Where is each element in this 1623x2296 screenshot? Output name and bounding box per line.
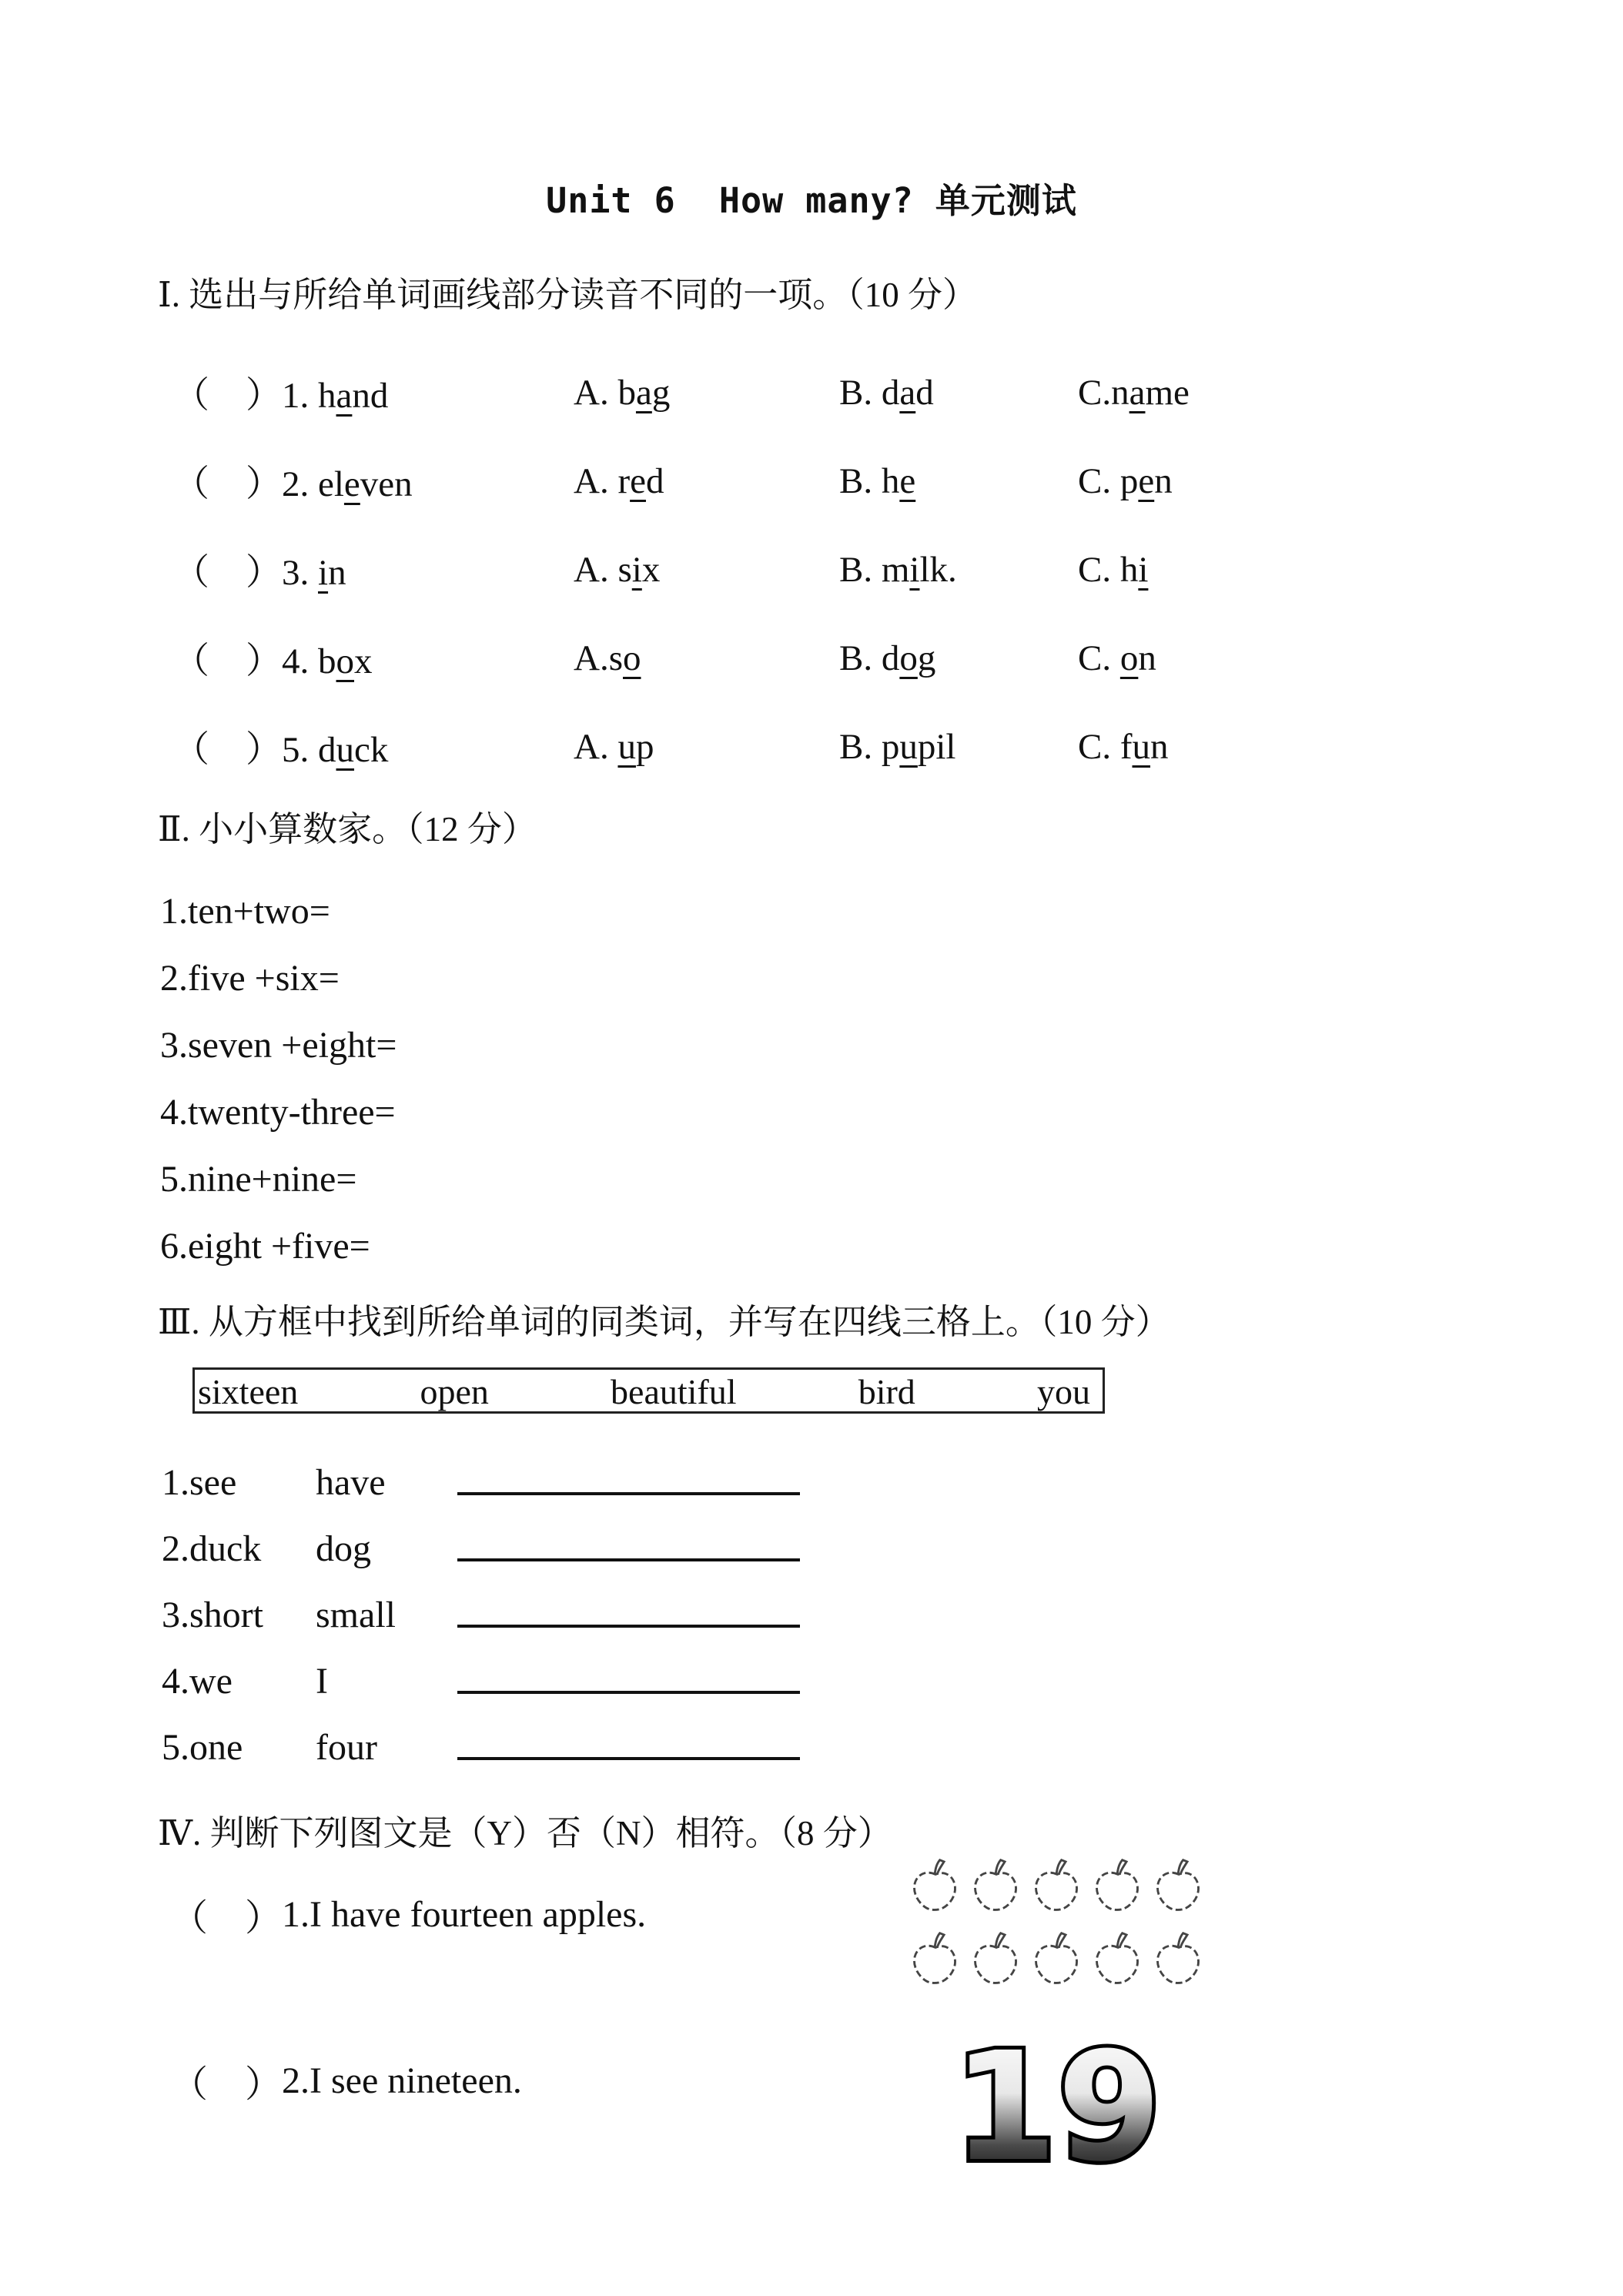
option-label: A. xyxy=(574,638,609,678)
option-label: B. xyxy=(839,372,882,413)
phonics-option xyxy=(1078,549,1467,591)
option-label: C. xyxy=(1078,638,1120,678)
phonics-option xyxy=(1078,372,1467,413)
word-pre: d xyxy=(881,638,900,678)
option-label: 1. xyxy=(282,376,318,416)
math-items xyxy=(160,878,397,1280)
underlined-letter: e xyxy=(1138,460,1155,501)
option-label: B. xyxy=(839,460,882,501)
judge-item-1 xyxy=(171,1888,646,1941)
math-item: 3.seven +eight= xyxy=(160,1025,397,1066)
option-label: 2. xyxy=(282,464,318,504)
word-post: g xyxy=(651,372,671,413)
phonics-row xyxy=(173,437,1467,525)
answer-paren: （ ） xyxy=(171,2064,283,2105)
underlined-letter: o xyxy=(899,638,918,678)
underlined-letter: o xyxy=(623,638,641,678)
match-row xyxy=(162,1648,800,1714)
math-item: 1.ten+two= xyxy=(160,891,330,932)
answer-blank xyxy=(457,1535,800,1561)
apple-icon xyxy=(968,1927,1023,1993)
apple-icon xyxy=(1089,1854,1145,1920)
answer-blank xyxy=(457,1734,800,1760)
phonics-option xyxy=(839,372,1078,413)
match-word-a: 4.we xyxy=(162,1660,233,1702)
page-title: Unit 6 How many? 单元测试 xyxy=(546,180,1077,221)
word-pre: p xyxy=(881,726,900,767)
apple-icon xyxy=(1089,1927,1145,1993)
match-word-a: 3.short xyxy=(162,1594,263,1635)
phonics-option xyxy=(574,372,839,413)
phonics-option xyxy=(839,638,1078,679)
phonics-option xyxy=(1078,460,1467,502)
judge-text-1: 1.I have fourteen apples. xyxy=(282,1894,647,1935)
word-post: d xyxy=(645,460,664,501)
box-word: bird xyxy=(858,1371,915,1411)
word-post: g xyxy=(917,638,936,678)
answer-blank xyxy=(457,1602,800,1628)
match-word-b: have xyxy=(316,1461,386,1503)
word-pre: m xyxy=(881,549,910,590)
underlined-letter: a xyxy=(635,372,652,413)
match-word-a: 2.duck xyxy=(162,1528,262,1569)
underlined-letter: a xyxy=(336,376,353,416)
word-pre: s xyxy=(617,549,632,590)
stem-word xyxy=(282,376,388,416)
match-row xyxy=(162,1449,800,1515)
underlined-letter: u xyxy=(617,726,636,767)
number-19-text: 19 xyxy=(952,2027,1162,2194)
math-item: 2.five +six= xyxy=(160,958,340,999)
option-label: 4. xyxy=(282,641,318,681)
option-label: A. xyxy=(574,726,618,767)
section-match-heading: Ⅲ. 从方框中找到所给单词的同类词，并写在四线三格上。（10 分） xyxy=(158,1303,1170,1341)
apple-icon xyxy=(1029,1854,1084,1920)
answer-paren: （ ） xyxy=(173,553,282,593)
word-post: nd xyxy=(352,376,389,416)
option-label: C. xyxy=(1078,372,1112,413)
stem-word xyxy=(282,641,373,681)
word-pre: d xyxy=(318,730,336,770)
word-post: ck xyxy=(354,730,389,770)
word-pre: h xyxy=(881,460,900,501)
apple-icon xyxy=(1029,1927,1084,1993)
answer-blank xyxy=(457,1469,800,1495)
option-label: C. xyxy=(1078,460,1120,501)
option-label: A. xyxy=(574,460,618,501)
underlined-letter: o xyxy=(336,641,354,681)
phonics-option xyxy=(839,460,1078,502)
box-word: you xyxy=(1036,1371,1090,1411)
box-word: sixteen xyxy=(198,1371,299,1411)
phonics-rows xyxy=(173,348,1467,791)
underlined-letter: i xyxy=(909,549,920,590)
word-post: x xyxy=(354,641,373,681)
stem-word xyxy=(282,730,388,770)
match-row xyxy=(162,1515,800,1581)
apple-icon xyxy=(1150,1927,1206,1993)
word-pre: b xyxy=(617,372,636,413)
phonics-option xyxy=(1078,638,1467,679)
underlined-letter: a xyxy=(899,372,916,413)
math-item: 4.twenty-three= xyxy=(160,1092,396,1133)
match-rows xyxy=(162,1449,800,1780)
option-label: A. xyxy=(574,372,618,413)
phonics-row xyxy=(173,348,1467,437)
judge-text-2: 2.I see nineteen. xyxy=(282,2060,522,2101)
stem-word xyxy=(282,464,413,504)
match-word-a: 1.see xyxy=(162,1461,237,1503)
match-word-b: dog xyxy=(316,1528,371,1569)
word-bank-box xyxy=(192,1367,1105,1414)
word-post: n xyxy=(1150,726,1169,767)
phonics-option xyxy=(839,726,1078,768)
word-pre: n xyxy=(1111,372,1129,413)
number-19-figure xyxy=(945,2027,1169,2196)
underlined-letter: u xyxy=(899,726,918,767)
underlined-letter: i xyxy=(631,549,642,590)
word-post: p xyxy=(635,726,654,767)
apple-icon xyxy=(968,1854,1023,1920)
math-item: 6.eight +five= xyxy=(160,1226,370,1267)
section-judge-heading: Ⅳ. 判断下列图文是（Y）否（N）相符。（8 分） xyxy=(158,1814,892,1853)
word-pre: s xyxy=(608,638,623,678)
match-word-b: I xyxy=(316,1660,328,1702)
phonics-stem xyxy=(173,721,574,772)
match-word-a: 5.one xyxy=(162,1726,243,1768)
word-pre: el xyxy=(318,464,344,504)
word-post: me xyxy=(1145,372,1190,413)
option-label: C. xyxy=(1078,726,1120,767)
match-row xyxy=(162,1581,800,1648)
word-post: n xyxy=(1154,460,1173,501)
answer-blank xyxy=(457,1668,800,1694)
word-post: ven xyxy=(360,464,413,504)
option-label: B. xyxy=(839,726,882,767)
answer-paren: （ ） xyxy=(173,641,282,681)
apple-icon xyxy=(907,1854,962,1920)
stem-word xyxy=(282,553,346,593)
underlined-letter: a xyxy=(1129,372,1146,413)
match-word-b: four xyxy=(316,1726,377,1768)
option-label: A. xyxy=(574,549,618,590)
underlined-letter: u xyxy=(1132,726,1151,767)
word-pre: p xyxy=(1119,460,1139,501)
phonics-option xyxy=(574,638,839,679)
word-pre: b xyxy=(318,641,336,681)
phonics-row xyxy=(173,614,1467,702)
section-phonics-heading: Ⅰ. 选出与所给单词画线部分读音不同的一项。（10 分） xyxy=(158,276,978,314)
word-pre: h xyxy=(318,376,336,416)
math-item: 5.nine+nine= xyxy=(160,1159,357,1200)
word-post: x xyxy=(641,549,661,590)
phonics-option xyxy=(574,460,839,502)
judge-item-2 xyxy=(171,2054,522,2107)
phonics-option xyxy=(574,549,839,591)
apple-icon xyxy=(907,1927,962,1993)
phonics-stem xyxy=(173,544,574,595)
word-pre: f xyxy=(1119,726,1133,767)
underlined-letter: o xyxy=(1119,638,1139,678)
underlined-letter: e xyxy=(899,460,916,501)
answer-paren: （ ） xyxy=(173,730,282,770)
answer-paren: （ ） xyxy=(173,464,282,504)
underlined-letter: i xyxy=(1138,549,1149,590)
underlined-letter: e xyxy=(630,460,646,501)
phonics-option xyxy=(839,549,1078,591)
word-pre: d xyxy=(881,372,900,413)
underlined-letter: u xyxy=(336,730,354,770)
phonics-row xyxy=(173,525,1467,614)
phonics-stem xyxy=(173,632,574,684)
phonics-option xyxy=(574,726,839,768)
underlined-letter: i xyxy=(318,553,329,593)
word-pre: h xyxy=(1119,549,1139,590)
word-post: pil xyxy=(917,726,956,767)
answer-paren: （ ） xyxy=(173,376,282,416)
box-word: open xyxy=(420,1371,489,1411)
word-pre: r xyxy=(617,460,631,501)
word-post: n xyxy=(328,553,346,593)
match-word-b: small xyxy=(316,1594,396,1635)
phonics-stem xyxy=(173,366,574,418)
apple-icon xyxy=(1150,1854,1206,1920)
match-row xyxy=(162,1714,800,1780)
phonics-stem xyxy=(173,455,574,507)
box-word: beautiful xyxy=(611,1371,737,1411)
apples-figure xyxy=(907,1854,1216,2000)
option-label: B. xyxy=(839,638,882,678)
phonics-option xyxy=(1078,726,1467,768)
word-post: lk. xyxy=(919,549,957,590)
underlined-letter: e xyxy=(343,464,360,504)
answer-paren: （ ） xyxy=(171,1898,283,1939)
option-label: C. xyxy=(1078,549,1120,590)
word-post: n xyxy=(1138,638,1156,678)
word-post: d xyxy=(915,372,934,413)
section-math-heading: Ⅱ. 小小算数家。（12 分） xyxy=(158,810,537,848)
phonics-row xyxy=(173,702,1467,791)
option-label: B. xyxy=(839,549,882,590)
option-label: 5. xyxy=(282,730,318,770)
option-label: 3. xyxy=(282,553,318,593)
